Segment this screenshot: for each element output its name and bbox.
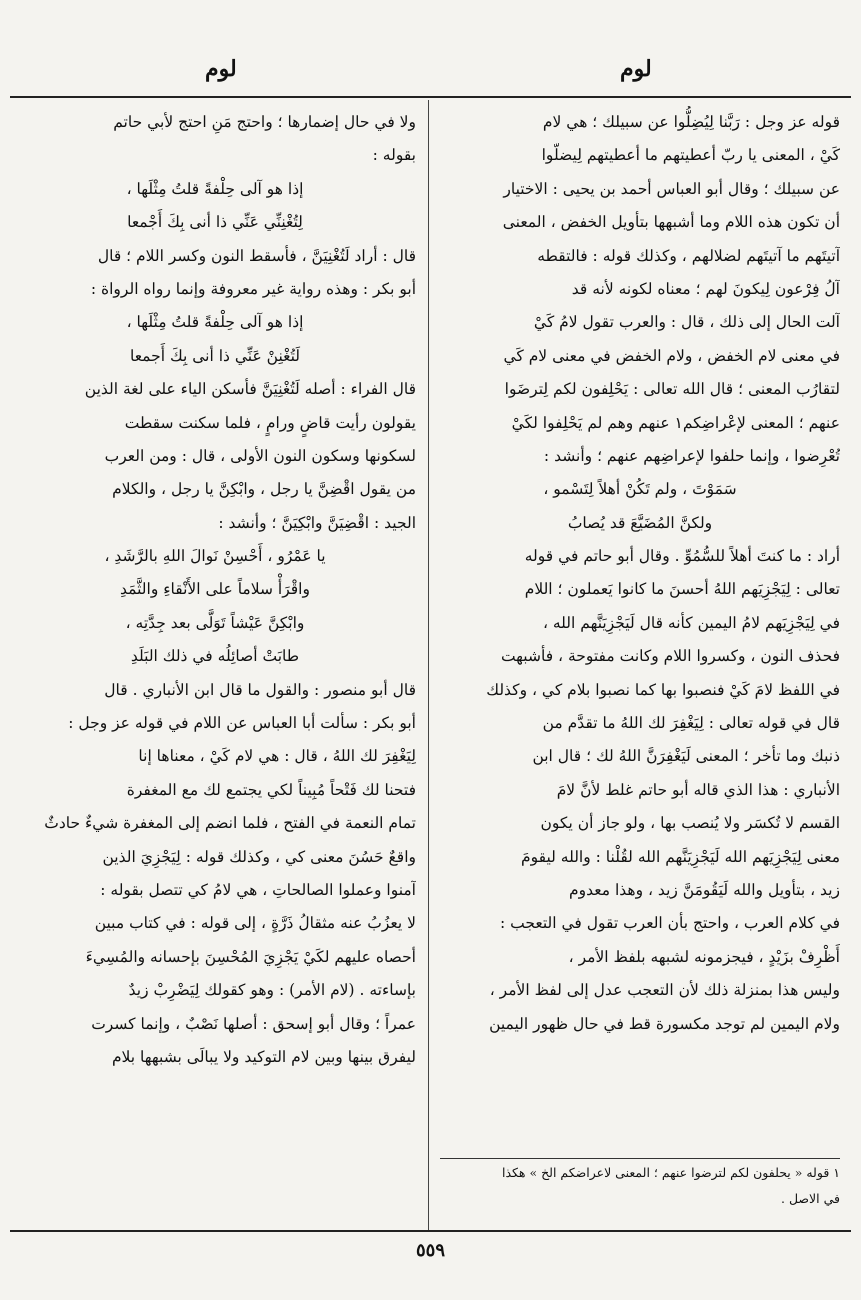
text-line: لِيَغْفِرَ لك اللهُ ، قال : هي لام كَيْ ، معناها إنا — [138, 747, 416, 766]
text-line: ولام اليمين لم توجد مكسورة قط في حال ظهور اليمين — [489, 1014, 840, 1033]
header-rule — [10, 96, 851, 98]
text-line: ليفرق بينها وبين لام التوكيد ولا يبالَى بشبهها بلام — [111, 1047, 416, 1066]
footnote-line: ١ قوله « يحلفون لكم لترضوا عنهم ؛ المعنى لاعراضكم الخ » هكذا — [501, 1165, 840, 1180]
running-headword-right: لوم — [620, 56, 652, 82]
text-line: تمام النعمة في الفتح ، فلما انضم إلى المغفرة شيءٌ حادثٌ — [44, 814, 416, 833]
text-line: بإساءته . (لام الأمر) : وهو كقولك لِيَضْرِبْ زيدٌ — [128, 981, 416, 1000]
text-line: بقوله : — [372, 146, 416, 165]
page-header — [0, 52, 861, 92]
text-line: لتقارُب المعنى ؛ قال الله تعالى : يَحْلِفون لكم لِترضَوا — [504, 380, 840, 399]
text-line: لسكونها وسكون النون الأولى ، قال : ومن العرب — [104, 446, 416, 465]
footer-rule — [10, 1230, 851, 1232]
verse-line: لِتُغْنِنِّي عَنِّي ذا أنى بِكَ أَجْمعا — [127, 213, 303, 232]
text-line: الجيد : اقْضِيَنَّ وابْكِيَنَّ ؛ وأنشد : — [218, 513, 416, 532]
running-headword-left: لوم — [205, 56, 237, 82]
text-line: عمراً ؛ وقال أبو إسحق : أصلها نَصْبٌ ، وإنما كسرت — [91, 1014, 416, 1033]
verse-line: إذا هو آلى حِلْفةً قلتُ مِثْلَها ، — [126, 313, 304, 332]
text-line: واقعٌ حَسُنَ معنى كي ، وكذلك قوله : لِيَجْزِيَ الذين — [102, 847, 416, 866]
verse-line: طابَتْ أصائِلُه في ذلك البَلَدِ — [130, 647, 300, 666]
text-line: القسم لا تُكسَر ولا يُنصب بها ، ولو جاز أن يكون — [540, 814, 840, 833]
text-line: آتيتَهم ما آتيتَهم لضلالهم ، وكذلك قوله : فالتقطه — [537, 246, 840, 265]
text-line: أراد : ما كنتَ أهلاً للسُّمُوِّ . وقال أبو حاتم في قوله — [524, 547, 840, 566]
text-line: قال : أراد لَتُغْنِيَنَّ ، فأسقط النون وكسر اللام ؛ قال — [97, 246, 416, 265]
text-line: قال أبو منصور : والقول ما قال ابن الأنباري . قال — [104, 680, 416, 699]
verse-line: إذا هو آلى حِلْفةً قلتُ مِثْلَها ، — [126, 179, 304, 198]
column-divider — [428, 100, 429, 1230]
text-line: أبو بكر : وهذه رواية غير معروفة وإنما رواه الرواة : — [90, 279, 416, 298]
text-line: ذنبك وما تأخر ؛ المعنى لَيَغْفِرَنَّ اللهُ لك ؛ قال ابن — [532, 747, 840, 766]
verse-line: ولكنَّ المُضَيَّعَ قد يُصابُ — [567, 513, 713, 532]
text-line: الأنباري : هذا الذي قاله أبو حاتم غلط لأنَّ لامَ — [556, 780, 840, 799]
text-line: عنهم ؛ المعنى لإعْراضِكم١ عنهم وهم لم يَحْلِفوا لكَيْ — [511, 413, 840, 432]
text-line: في كلام العرب ، واحتج بأن العرب تقول في التعجب : — [500, 914, 840, 933]
text-line: تعالى : لِيَجْزِيَهم اللهُ أحسنَ ما كانوا يَعملون ؛ اللام — [524, 580, 840, 599]
text-line: من يقول اقْضِنَّ يا رجل ، وابْكِنَّ يا رجل ، والكلام — [112, 480, 416, 499]
text-line: آلُ فِرْعون لِيكونَ لهم ؛ معناه لكونه لأنه قد — [571, 279, 840, 298]
text-line: أبو بكر : سألت أبا العباس عن اللام في قوله عز وجل : — [68, 714, 416, 733]
text-line: تُعْرِضوا ، وإنما حلفوا لإعراضِهم عنهم ؛ وأنشد : — [543, 446, 840, 465]
text-line: وليس هذا بمنزلة ذلك لأن التعجب عدل إلى لفظ الأمر ، — [489, 981, 840, 1000]
verse-line: لَتُغْنِنْ عَنِّي ذا أنى بِكَ أَجمعا — [129, 346, 300, 365]
text-line: ولا في حال إضمارها ؛ واحتج مَنِ احتج لأبي حاتم — [113, 113, 416, 131]
text-line: آلت الحال إلى ذلك ، قال : والعرب تقول لامُ كَيْ — [533, 313, 840, 332]
text-line: في لِيَجْزِيَهم لامُ اليمين كأنه قال لَيَجْزِيَنَّهم الله ، — [542, 613, 840, 632]
text-line: آمنوا وعملوا الصالحاتِ ، هي لامُ كي تتصل بقوله : — [100, 880, 416, 899]
text-line: زيد ، بتأويل والله لَيَقُومَنَّ زيد ، وهذا معدوم — [569, 880, 840, 899]
text-line: قال في قوله تعالى : لِيَغْفِرَ لك اللهُ ما تقدَّم من — [542, 714, 840, 733]
text-line: معنى لِيَجْزِيَهم الله لَيَجْزِيَنَّهم الله لقُلْنا : والله ليقومَ — [521, 847, 840, 866]
text-line: كَيْ ، المعنى يا ربّ أعطيتهم ما أعطيتهم لِيضلّوا — [541, 146, 840, 165]
text-line: فتحنا لك فَتْحاً مُبِيناً لكي يجتمع لك مع المغفرة — [126, 780, 416, 799]
text-line: أن تكون هذه اللام وما أشبهها بتأويل الخفض ، المعنى — [502, 213, 840, 232]
footnote-line: في الاصل . — [781, 1191, 840, 1206]
footnote — [440, 1160, 840, 1212]
text-line: أحصاه عليهم لكَيْ يَجْزِيَ المُحْسِنَ بإحسانه والمُسِيءَ — [85, 947, 416, 966]
page-number: ٥٥٩ — [415, 1240, 445, 1261]
text-line: قوله عز وجل : رَبَّنا لِيُضِلُّوا عن سبيلك ؛ هي لام — [542, 113, 840, 131]
text-line: أَظْرِفْ بزَيْدٍ ، فيجزمونه لشبهه بلفظ الأمر ، — [568, 947, 840, 966]
left-column — [14, 106, 416, 1074]
text-line: عن سبيلك ؛ وقال أبو العباس أحمد بن يحيى : الاختيار — [503, 179, 840, 198]
text-line: في معنى لام الخفض ، ولام الخفض في معنى لام كَي — [503, 346, 840, 365]
text-line: فحذف النون ، وكسروا اللام وكانت مفتوحة ، فأشبهت — [500, 647, 840, 666]
verse-line: سَمَوْتَ ، ولم تَكُنْ أهلاً لِتَسْمو ، — [543, 480, 737, 499]
text-line: في اللفظ لامَ كَيْ فنصبوا بها كما نصبوا بلام كي ، وكذلك — [486, 680, 840, 699]
footnote-rule — [440, 1158, 840, 1159]
text-line: لا يعزُبُ عنه مثقالُ ذَرَّةٍ ، إلى قوله : في كتاب مبين — [94, 914, 416, 933]
verse-line: يا عَمْرُو ، أَحْسِنْ نَوالَ اللهِ بالرَّشَدِ ، — [104, 547, 326, 566]
right-column — [440, 106, 840, 1041]
text-line: يقولون رأيت قاضٍ ورامٍ ، فلما سكنت سقطت — [124, 413, 416, 432]
verse-line: وابْكِنَّ عَيْشاً تَوَلَّى بعد جِدَّتِه ، — [125, 613, 305, 632]
verse-line: واقْرَأْ سلاماً على الأَنْقاءِ والثَّمَدِ — [120, 580, 310, 599]
text-line: قال الفراء : أصله لَتُغْنِيَنَّ فأسكن الياء على لغة الذين — [84, 380, 416, 399]
